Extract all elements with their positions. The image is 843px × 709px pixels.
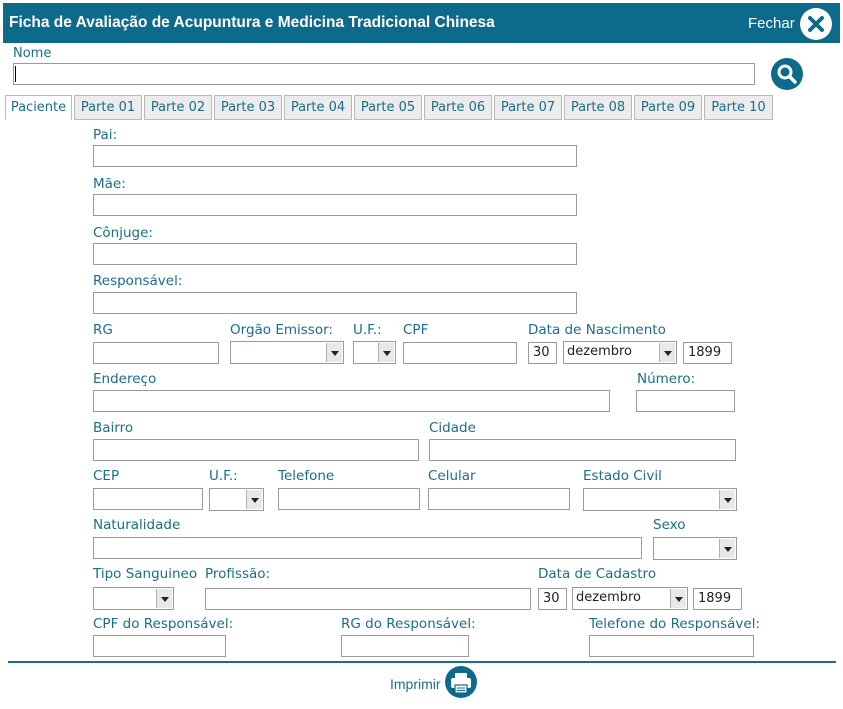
footer-divider [8, 661, 836, 663]
tab-parte-02[interactable]: Parte 02 [144, 95, 212, 120]
uf-select[interactable] [353, 341, 396, 364]
telefone-responsavel-input[interactable] [589, 635, 754, 657]
close-button[interactable] [800, 8, 832, 40]
print-button[interactable] [445, 666, 477, 698]
chevron-down-icon [378, 343, 394, 362]
close-label[interactable]: Fechar [748, 15, 795, 32]
naturalidade-label: Naturalidade [93, 517, 181, 533]
tab-parte-07[interactable]: Parte 07 [494, 95, 562, 120]
nome-input[interactable] [13, 63, 755, 85]
tab-parte-04[interactable]: Parte 04 [284, 95, 352, 120]
data-cadastro-label: Data de Cadastro [538, 566, 657, 582]
pai-input[interactable] [93, 145, 577, 167]
orgao-emissor-label: Orgão Emissor: [230, 322, 333, 338]
uf2-select[interactable] [209, 488, 264, 511]
text-cursor [15, 66, 16, 82]
orgao-emissor-select[interactable] [230, 341, 344, 364]
search-button[interactable] [771, 58, 803, 90]
cpf-input[interactable] [403, 342, 517, 364]
numero-input[interactable] [636, 390, 735, 412]
tab-parte-05[interactable]: Parte 05 [354, 95, 422, 120]
tab-parte-03[interactable]: Parte 03 [214, 95, 282, 120]
profissao-label: Profissão: [205, 566, 271, 582]
chevron-down-icon [659, 343, 675, 362]
search-icon [771, 58, 803, 90]
printer-icon [445, 666, 477, 698]
tab-parte-09[interactable]: Parte 09 [634, 95, 702, 120]
sexo-select[interactable] [653, 537, 737, 560]
telefone-input[interactable] [278, 488, 420, 510]
chevron-down-icon [246, 490, 262, 509]
celular-label: Celular [428, 468, 476, 484]
rg-input[interactable] [93, 342, 219, 364]
tab-parte-06[interactable]: Parte 06 [424, 95, 492, 120]
cad-month-select[interactable] [572, 587, 688, 610]
nome-label: Nome [13, 46, 52, 61]
responsavel-input[interactable] [93, 292, 577, 314]
pai-label: Pai: [93, 127, 118, 143]
uf-label: U.F.: [353, 322, 382, 338]
bairro-label: Bairro [93, 420, 134, 436]
cad-day-input[interactable]: 30 [538, 588, 567, 610]
profissao-input[interactable] [205, 588, 531, 610]
mae-input[interactable] [93, 194, 577, 216]
rg-responsavel-input[interactable] [341, 635, 469, 657]
telefone-label: Telefone [278, 468, 335, 484]
print-label[interactable]: Imprimir [390, 676, 441, 692]
cad-year-input[interactable]: 1899 [693, 588, 742, 610]
tipo-sanguineo-label: Tipo Sanguineo [93, 566, 198, 582]
chevron-down-icon [326, 343, 342, 362]
nasc-year-input[interactable]: 1899 [683, 342, 732, 364]
cidade-label: Cidade [429, 420, 476, 436]
nasc-day-input[interactable]: 30 [528, 342, 557, 364]
tab-parte-01[interactable]: Parte 01 [74, 95, 142, 120]
telefone-responsavel-label: Telefone do Responsável: [589, 616, 760, 632]
tab-paciente[interactable]: Paciente [5, 95, 72, 120]
data-nascimento-label: Data de Nascimento [528, 322, 666, 338]
chevron-down-icon [719, 490, 735, 509]
estado-civil-label: Estado Civil [583, 468, 662, 484]
rg-label: RG [93, 322, 113, 338]
conjuge-label: Cônjuge: [93, 225, 153, 241]
endereco-label: Endereço [93, 371, 157, 387]
numero-label: Número: [637, 371, 696, 387]
endereco-input[interactable] [93, 390, 610, 412]
cpf-label: CPF [403, 322, 429, 338]
tab-parte-10[interactable]: Parte 10 [704, 95, 773, 120]
tab-parte-08[interactable]: Parte 08 [564, 95, 632, 120]
estado-civil-select[interactable] [583, 488, 737, 511]
celular-input[interactable] [428, 488, 570, 510]
nasc-month-value: dezembro [567, 344, 632, 359]
close-icon [800, 8, 832, 40]
naturalidade-input[interactable] [93, 537, 642, 559]
uf2-label: U.F.: [209, 468, 238, 484]
sexo-label: Sexo [653, 517, 686, 533]
responsavel-label: Responsável: [93, 273, 183, 289]
conjuge-input[interactable] [93, 243, 577, 265]
mae-label: Mãe: [93, 176, 126, 192]
cidade-input[interactable] [429, 439, 736, 461]
nasc-month-select[interactable] [563, 341, 677, 364]
window-title: Ficha de Avaliação de Acupuntura e Medicina Tradicional Chinesa [9, 14, 495, 31]
chevron-down-icon [719, 539, 735, 558]
chevron-down-icon [670, 589, 686, 608]
chevron-down-icon [156, 589, 172, 608]
bairro-input[interactable] [93, 439, 419, 461]
cpf-responsavel-input[interactable] [93, 635, 226, 657]
cep-input[interactable] [93, 488, 203, 510]
cpf-responsavel-label: CPF do Responsável: [93, 616, 234, 632]
cep-label: CEP [93, 468, 120, 484]
tipo-sanguineo-select[interactable] [93, 587, 174, 610]
cad-month-value: dezembro [576, 590, 641, 605]
rg-responsavel-label: RG do Responsável: [341, 616, 476, 632]
